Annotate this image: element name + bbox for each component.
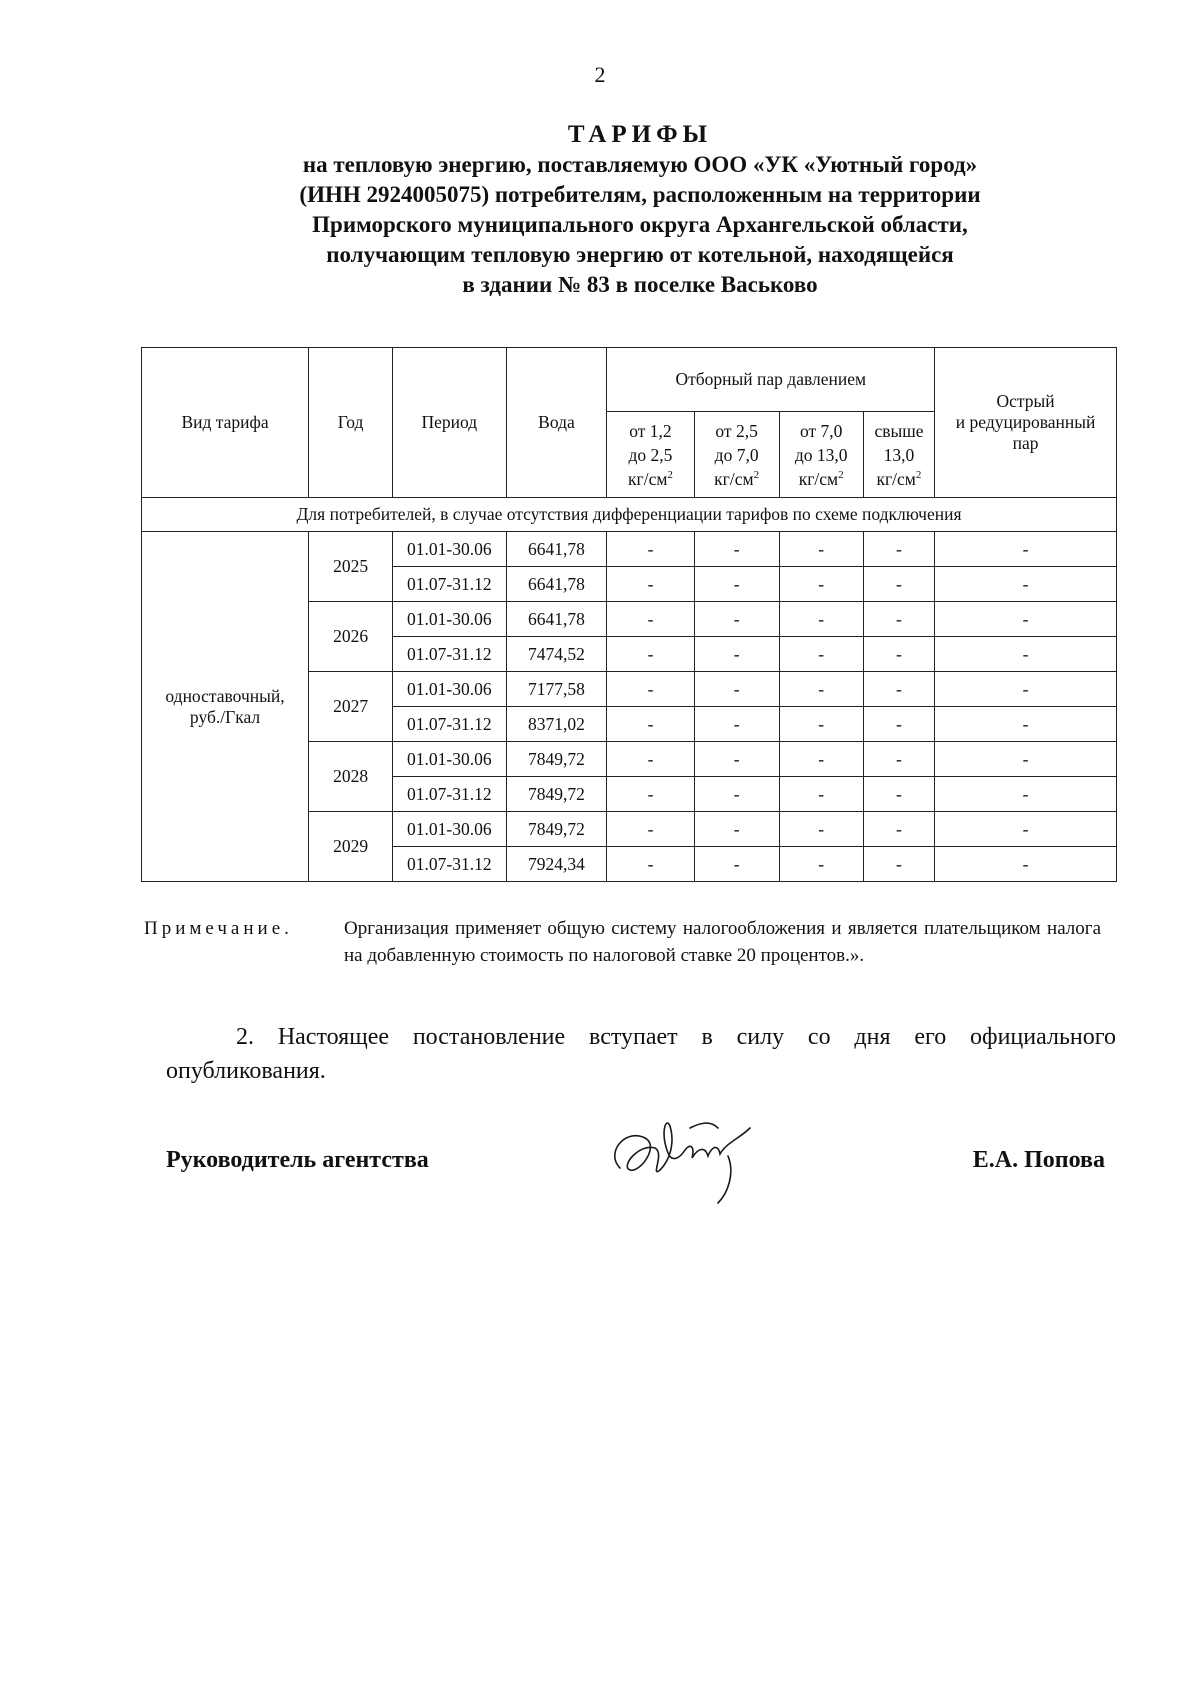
steam-cell: -: [694, 812, 779, 847]
steam-cell: -: [863, 602, 934, 637]
steam-cell: -: [863, 707, 934, 742]
header-steam-3-to: до 13,0: [794, 444, 848, 465]
steam-cell: -: [607, 532, 694, 567]
header-unit-sup: 2: [667, 468, 673, 481]
steam-cell: -: [607, 602, 694, 637]
steam-cell: -: [779, 847, 863, 882]
steam-cell: -: [779, 532, 863, 567]
steam-cell: -: [863, 567, 934, 602]
header-row: [142, 348, 1117, 412]
period-cell: 01.01-30.06: [393, 742, 506, 777]
steam-cell: -: [779, 742, 863, 777]
water-cell: 6641,78: [506, 532, 607, 567]
header-sharp-steam: [935, 348, 1117, 498]
note: [144, 915, 1101, 969]
steam-cell: -: [694, 532, 779, 567]
year-cell: 2029: [309, 812, 393, 882]
period-cell: 01.01-30.06: [393, 602, 506, 637]
sharp-steam-cell: -: [935, 812, 1117, 847]
steam-cell: -: [607, 637, 694, 672]
steam-cell: -: [863, 672, 934, 707]
steam-cell: -: [779, 602, 863, 637]
year-cell: 2026: [309, 602, 393, 672]
note-label: Примечание.: [144, 918, 293, 939]
period-cell: 01.07-31.12: [393, 847, 506, 882]
header-steam-group: Отборный пар давлением: [607, 348, 935, 412]
steam-cell: -: [694, 567, 779, 602]
water-cell: 7849,72: [506, 812, 607, 847]
header-unit-sup: 2: [915, 468, 922, 481]
header-period: Период: [393, 348, 506, 498]
note-text: Организация применяет общую систему налогообложения и является плательщиком налога на добавленную стоимость по налоговой ставке 20 процентов.».: [344, 918, 1101, 966]
header-steam-2: [694, 412, 779, 498]
header-sharp-line2: и редуцированный: [955, 412, 1096, 432]
water-cell: 7849,72: [506, 777, 607, 812]
header-steam-1: [607, 412, 694, 498]
steam-cell: -: [863, 742, 934, 777]
section-title: Для потребителей, в случае отсутствия дифференциации тарифов по схеме подключения: [142, 498, 1117, 532]
steam-cell: -: [779, 637, 863, 672]
title-line: (ИНН 2924005075) потребителям, расположенным на территории: [299, 182, 981, 207]
title-main: ТАРИФЫ: [567, 121, 713, 148]
year-cell: 2027: [309, 672, 393, 742]
steam-cell: -: [694, 847, 779, 882]
steam-cell: -: [863, 847, 934, 882]
header-unit: кг/см: [798, 468, 839, 489]
period-cell: 01.07-31.12: [393, 707, 506, 742]
tariff-label-line1: одноставочный,: [165, 685, 285, 706]
sharp-steam-cell: -: [935, 637, 1117, 672]
header-steam-1-from: от 1,2: [629, 420, 672, 441]
sharp-steam-cell: -: [935, 847, 1117, 882]
water-cell: 7177,58: [506, 672, 607, 707]
header-steam-4-from: свыше: [874, 420, 924, 441]
handwritten-signature: [600, 1098, 770, 1208]
steam-cell: -: [607, 567, 694, 602]
steam-cell: -: [607, 847, 694, 882]
sharp-steam-cell: -: [935, 672, 1117, 707]
header-unit: кг/см: [714, 468, 754, 489]
header-steam-2-from: от 2,5: [715, 420, 758, 441]
steam-cell: -: [863, 532, 934, 567]
header-unit: кг/см: [628, 468, 668, 489]
steam-cell: -: [607, 812, 694, 847]
table-body: [142, 532, 1117, 882]
title-line: Приморского муниципального округа Архангельской области,: [312, 212, 968, 237]
tariff-label-line2: руб./Гкал: [189, 706, 261, 727]
steam-cell: -: [694, 602, 779, 637]
header-sharp-line3: пар: [1012, 433, 1039, 453]
steam-cell: -: [863, 777, 934, 812]
header-unit: кг/см: [876, 468, 916, 489]
steam-cell: -: [779, 812, 863, 847]
title-line: в здании № 83 в поселке Васьково: [462, 272, 818, 297]
sharp-steam-cell: -: [935, 567, 1117, 602]
steam-cell: -: [779, 567, 863, 602]
document-title: [150, 120, 1130, 300]
tariff-type-cell: [142, 532, 309, 882]
steam-cell: -: [694, 672, 779, 707]
steam-cell: -: [694, 707, 779, 742]
steam-cell: -: [694, 637, 779, 672]
header-unit-sup: 2: [753, 468, 760, 481]
header-year: Год: [309, 348, 393, 498]
sharp-steam-cell: -: [935, 777, 1117, 812]
header-steam-4: [863, 412, 934, 498]
year-cell: 2025: [309, 532, 393, 602]
effective-date-paragraph: 2. Настоящее постановление вступает в силу со дня его официального опубликования.: [166, 1024, 1116, 1084]
water-cell: 7924,34: [506, 847, 607, 882]
title-line: получающим тепловую энергию от котельной, находящейся: [326, 242, 954, 267]
header-water: Вода: [506, 348, 607, 498]
signer-name: Е.А. Попова: [972, 1147, 1105, 1173]
water-cell: 7474,52: [506, 637, 607, 672]
steam-cell: -: [607, 707, 694, 742]
water-cell: 8371,02: [506, 707, 607, 742]
period-cell: 01.07-31.12: [393, 777, 506, 812]
header-steam-3-from: от 7,0: [799, 420, 843, 441]
water-cell: 6641,78: [506, 567, 607, 602]
steam-cell: -: [694, 777, 779, 812]
header-steam-4-to: 13,0: [883, 444, 915, 465]
period-cell: 01.07-31.12: [393, 637, 506, 672]
period-cell: 01.01-30.06: [393, 812, 506, 847]
steam-cell: -: [779, 672, 863, 707]
steam-cell: -: [607, 742, 694, 777]
steam-cell: -: [607, 672, 694, 707]
steam-cell: -: [694, 742, 779, 777]
tariff-table: [141, 347, 1117, 882]
page-number: 2: [594, 62, 606, 87]
water-cell: 6641,78: [506, 602, 607, 637]
steam-cell: -: [779, 707, 863, 742]
header-sharp-line1: Острый: [996, 391, 1055, 411]
header-tariff-type: Вид тарифа: [142, 348, 309, 498]
period-cell: 01.01-30.06: [393, 532, 506, 567]
steam-cell: -: [779, 777, 863, 812]
header-steam-1-to: до 2,5: [628, 444, 673, 465]
signer-title: Руководитель агентства: [166, 1147, 429, 1173]
steam-cell: -: [607, 777, 694, 812]
sharp-steam-cell: -: [935, 707, 1117, 742]
section-row: [142, 498, 1117, 532]
steam-cell: -: [863, 812, 934, 847]
period-cell: 01.01-30.06: [393, 672, 506, 707]
header-unit-sup: 2: [838, 468, 844, 481]
header-steam-2-to: до 7,0: [714, 444, 759, 465]
sharp-steam-cell: -: [935, 602, 1117, 637]
sharp-steam-cell: -: [935, 532, 1117, 567]
title-line: на тепловую энергию, поставляемую ООО «УК «Уютный город»: [302, 152, 978, 177]
header-steam-3: [779, 412, 863, 498]
water-cell: 7849,72: [506, 742, 607, 777]
year-cell: 2028: [309, 742, 393, 812]
sharp-steam-cell: -: [935, 742, 1117, 777]
table-row: [142, 532, 1117, 567]
period-cell: 01.07-31.12: [393, 567, 506, 602]
steam-cell: -: [863, 637, 934, 672]
